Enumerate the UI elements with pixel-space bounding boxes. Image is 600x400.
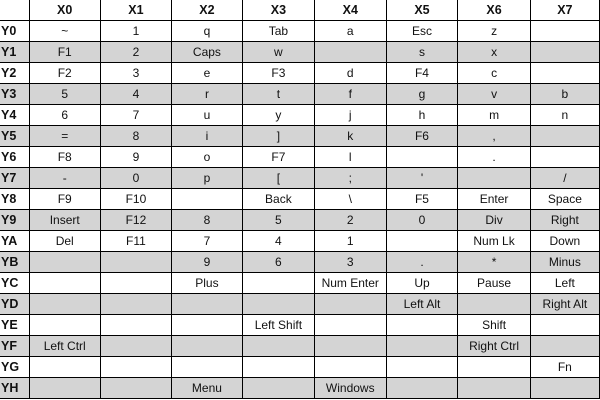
key-cell <box>29 378 100 399</box>
key-cell <box>530 378 599 399</box>
key-cell: i <box>172 126 243 147</box>
key-cell: F1 <box>29 42 100 63</box>
key-cell <box>314 336 386 357</box>
key-cell <box>242 357 314 378</box>
key-cell <box>386 378 458 399</box>
key-cell: F6 <box>386 126 458 147</box>
key-cell: w <box>242 42 314 63</box>
table-row <box>0 84 600 105</box>
key-cell <box>242 336 314 357</box>
key-cell: ' <box>386 168 458 189</box>
key-cell: Space <box>530 189 599 210</box>
key-cell: p <box>172 168 243 189</box>
table-row <box>0 21 600 42</box>
key-cell: ~ <box>29 21 100 42</box>
key-cell: 5 <box>242 210 314 231</box>
table-row <box>0 273 600 294</box>
key-cell: Left Alt <box>386 294 458 315</box>
key-cell: Right <box>530 210 599 231</box>
key-cell: 3 <box>100 63 171 84</box>
key-cell: Shift <box>458 315 530 336</box>
key-cell: x <box>458 42 530 63</box>
column-header: X0 <box>29 0 100 21</box>
key-cell <box>458 168 530 189</box>
key-cell: - <box>29 168 100 189</box>
key-cell: d <box>314 63 386 84</box>
key-cell <box>242 378 314 399</box>
key-cell: \ <box>314 189 386 210</box>
key-cell: Right Ctrl <box>458 336 530 357</box>
key-cell: , <box>458 126 530 147</box>
table-row <box>0 42 600 63</box>
key-cell: Menu <box>172 378 243 399</box>
key-cell: F8 <box>29 147 100 168</box>
key-cell: n <box>530 105 599 126</box>
key-cell <box>386 231 458 252</box>
key-cell <box>29 294 100 315</box>
key-cell: Esc <box>386 21 458 42</box>
key-cell: 2 <box>100 42 171 63</box>
key-cell: 1 <box>100 21 171 42</box>
row-header: Y0 <box>0 21 29 42</box>
key-cell: 7 <box>100 105 171 126</box>
key-cell: Del <box>29 231 100 252</box>
table-row <box>0 168 600 189</box>
key-cell: 8 <box>100 126 171 147</box>
key-cell <box>386 357 458 378</box>
key-cell: Num Lk <box>458 231 530 252</box>
key-cell <box>100 273 171 294</box>
corner-cell <box>0 0 29 21</box>
key-cell: Up <box>386 273 458 294</box>
key-cell: Left Ctrl <box>29 336 100 357</box>
row-header: YC <box>0 273 29 294</box>
key-cell: F3 <box>242 63 314 84</box>
key-cell <box>172 315 243 336</box>
key-cell: F9 <box>29 189 100 210</box>
key-cell: q <box>172 21 243 42</box>
row-header: Y1 <box>0 42 29 63</box>
key-cell: 6 <box>29 105 100 126</box>
key-cell <box>458 294 530 315</box>
row-header: YH <box>0 378 29 399</box>
key-cell: c <box>458 63 530 84</box>
key-cell: Tab <box>242 21 314 42</box>
key-cell: 1 <box>314 231 386 252</box>
row-header: Y9 <box>0 210 29 231</box>
key-cell <box>172 294 243 315</box>
row-header: Y2 <box>0 63 29 84</box>
column-header: X1 <box>100 0 171 21</box>
key-cell: Num Enter <box>314 273 386 294</box>
key-cell <box>29 357 100 378</box>
key-cell: 6 <box>242 252 314 273</box>
key-cell: Windows <box>314 378 386 399</box>
key-cell: F12 <box>100 210 171 231</box>
key-cell <box>458 378 530 399</box>
key-cell <box>314 294 386 315</box>
key-cell: Back <box>242 189 314 210</box>
key-cell: Left Shift <box>242 315 314 336</box>
table-row <box>0 336 600 357</box>
key-cell: r <box>172 84 243 105</box>
key-cell: o <box>172 147 243 168</box>
key-cell <box>172 189 243 210</box>
table-row <box>0 189 600 210</box>
key-cell <box>458 357 530 378</box>
key-cell <box>386 336 458 357</box>
key-cell <box>100 378 171 399</box>
table-row <box>0 231 600 252</box>
key-cell: = <box>29 126 100 147</box>
key-cell: . <box>458 147 530 168</box>
row-header: YE <box>0 315 29 336</box>
key-cell: a <box>314 21 386 42</box>
key-cell: [ <box>242 168 314 189</box>
key-cell <box>386 315 458 336</box>
key-cell: 0 <box>386 210 458 231</box>
key-cell: g <box>386 84 458 105</box>
key-cell: 8 <box>172 210 243 231</box>
key-cell: y <box>242 105 314 126</box>
row-header: Y5 <box>0 126 29 147</box>
column-header: X4 <box>314 0 386 21</box>
key-cell <box>172 336 243 357</box>
key-cell <box>314 357 386 378</box>
key-cell: F2 <box>29 63 100 84</box>
key-cell: v <box>458 84 530 105</box>
row-header: Y7 <box>0 168 29 189</box>
key-cell: F7 <box>242 147 314 168</box>
table-row <box>0 63 600 84</box>
key-cell <box>100 252 171 273</box>
key-cell: 2 <box>314 210 386 231</box>
row-header: Y3 <box>0 84 29 105</box>
key-cell: s <box>386 42 458 63</box>
key-cell: b <box>530 84 599 105</box>
key-cell: * <box>458 252 530 273</box>
table-row <box>0 252 600 273</box>
column-header: X3 <box>242 0 314 21</box>
key-cell <box>386 147 458 168</box>
key-cell: Minus <box>530 252 599 273</box>
key-cell: Fn <box>530 357 599 378</box>
key-cell: F10 <box>100 189 171 210</box>
key-cell: / <box>530 168 599 189</box>
column-header: X6 <box>458 0 530 21</box>
key-cell: Down <box>530 231 599 252</box>
key-cell <box>100 336 171 357</box>
key-cell <box>29 315 100 336</box>
key-cell: 7 <box>172 231 243 252</box>
table-row <box>0 315 600 336</box>
key-cell: Right Alt <box>530 294 599 315</box>
key-cell: Plus <box>172 273 243 294</box>
key-cell: 9 <box>100 147 171 168</box>
table-row <box>0 147 600 168</box>
row-header: YA <box>0 231 29 252</box>
key-cell: z <box>458 21 530 42</box>
key-cell: F5 <box>386 189 458 210</box>
key-cell <box>100 294 171 315</box>
key-cell <box>242 294 314 315</box>
key-cell: ; <box>314 168 386 189</box>
row-header: YD <box>0 294 29 315</box>
key-cell: 3 <box>314 252 386 273</box>
key-cell <box>314 42 386 63</box>
key-cell: Pause <box>458 273 530 294</box>
key-cell: 4 <box>100 84 171 105</box>
table-row <box>0 126 600 147</box>
key-cell: u <box>172 105 243 126</box>
key-cell <box>29 252 100 273</box>
key-cell <box>100 315 171 336</box>
key-cell: Insert <box>29 210 100 231</box>
row-header: YB <box>0 252 29 273</box>
key-cell <box>172 357 243 378</box>
matrix-body <box>0 21 600 399</box>
key-cell: e <box>172 63 243 84</box>
key-cell <box>530 315 599 336</box>
column-header: X7 <box>530 0 599 21</box>
key-cell: 5 <box>29 84 100 105</box>
key-cell: . <box>386 252 458 273</box>
table-row <box>0 378 600 399</box>
key-cell: h <box>386 105 458 126</box>
column-header: X5 <box>386 0 458 21</box>
key-cell <box>530 147 599 168</box>
key-cell: t <box>242 84 314 105</box>
column-header: X2 <box>172 0 243 21</box>
column-header-row <box>0 0 600 21</box>
key-cell <box>100 357 171 378</box>
key-cell: 0 <box>100 168 171 189</box>
table-row <box>0 210 600 231</box>
row-header: YG <box>0 357 29 378</box>
key-cell: 9 <box>172 252 243 273</box>
key-cell: f <box>314 84 386 105</box>
key-cell <box>530 336 599 357</box>
table-row <box>0 357 600 378</box>
key-cell: k <box>314 126 386 147</box>
key-cell <box>530 126 599 147</box>
key-cell: Left <box>530 273 599 294</box>
key-cell: ] <box>242 126 314 147</box>
key-cell <box>242 273 314 294</box>
table-row <box>0 294 600 315</box>
key-cell <box>530 63 599 84</box>
key-cell <box>530 21 599 42</box>
key-cell <box>530 42 599 63</box>
row-header: Y6 <box>0 147 29 168</box>
key-cell: F11 <box>100 231 171 252</box>
key-cell <box>29 273 100 294</box>
row-header: YF <box>0 336 29 357</box>
row-header: Y4 <box>0 105 29 126</box>
key-cell: Enter <box>458 189 530 210</box>
key-cell: l <box>314 147 386 168</box>
key-cell: 4 <box>242 231 314 252</box>
key-cell: Div <box>458 210 530 231</box>
key-cell <box>314 315 386 336</box>
key-cell: j <box>314 105 386 126</box>
row-header: Y8 <box>0 189 29 210</box>
key-cell: m <box>458 105 530 126</box>
table-row <box>0 105 600 126</box>
key-cell: F4 <box>386 63 458 84</box>
key-cell: Caps <box>172 42 243 63</box>
